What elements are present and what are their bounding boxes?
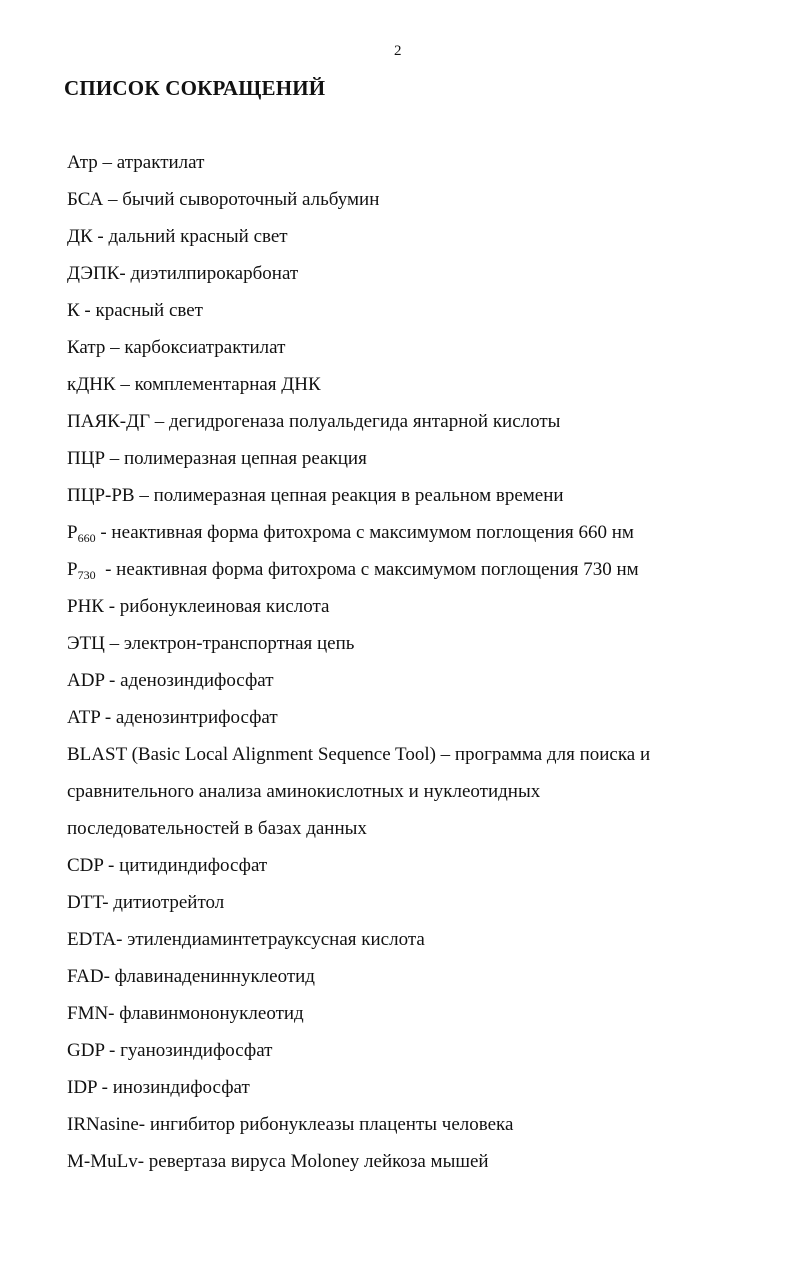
- abbreviation-item: CDP - цитидиндифосфат: [67, 855, 268, 876]
- abbreviation-item: ДК - дальний красный свет: [67, 226, 288, 247]
- abbreviation-item: Атр – атрактилат: [67, 152, 205, 173]
- abbreviation-list: [67, 150, 727, 1186]
- abbreviation-item: ДЭПК- диэтилпирокарбонат: [67, 263, 299, 284]
- abbreviation-item: $P_{660}$ - неактивная форма фитохрома с максимумом поглощения 660 нм: [67, 522, 634, 545]
- page-title: СПИСОК СОКРАЩЕНИЙ: [64, 76, 326, 100]
- abbreviation-item: РНК - рибонуклеиновая кислота: [67, 596, 330, 617]
- abbreviation-item: Катр – карбоксиатрактилат: [67, 337, 286, 358]
- abbreviation-item: DTT- дитиотрейтол: [67, 892, 225, 913]
- abbreviation-item: К - красный свет: [67, 300, 203, 321]
- abbreviation-item: $P_{730}$ - неактивная форма фитохрома с максимумом поглощения 730 нм: [67, 559, 639, 582]
- abbreviation-item: ATP - аденозинтрифосфат: [67, 707, 278, 728]
- abbreviation-item: IRNasine- ингибитор рибонуклеазы плаценты человека: [67, 1114, 514, 1135]
- abbreviation-item: БСА – бычий сывороточный альбумин: [67, 189, 380, 210]
- abbreviation-item: ПЦР-РВ – полимеразная цепная реакция в реальном времени: [67, 485, 564, 506]
- abbreviation-item: IDP - инозиндифосфат: [67, 1077, 250, 1098]
- abbreviation-item: кДНК – комплементарная ДНК: [67, 374, 321, 395]
- abbreviation-item: GDP - гуанозиндифосфат: [67, 1040, 273, 1061]
- abbreviation-item: FAD- флавинадениннуклеотид: [67, 966, 315, 987]
- abbreviation-item: ПЦР – полимеразная цепная реакция: [67, 448, 367, 469]
- abbreviation-item: последовательностей в базах данных: [67, 818, 367, 839]
- abbreviation-item: сравнительного анализа аминокислотных и нуклеотидных: [67, 781, 541, 802]
- abbreviation-item: M-MuLv- ревертаза вируса Moloney лейкоза мышей: [67, 1151, 489, 1172]
- page-number: 2: [394, 43, 402, 59]
- abbreviation-item: BLAST (Basic Local Alignment Sequence Tool) – программа для поиска и: [67, 744, 651, 765]
- abbreviation-item: ADP - аденозиндифосфат: [67, 670, 274, 691]
- abbreviation-item: EDTA- этилендиаминтетрауксусная кислота: [67, 929, 425, 950]
- abbreviation-item: ПАЯК-ДГ – дегидрогеназа полуальдегида янтарной кислоты: [67, 411, 561, 432]
- abbreviation-item: FMN- флавинмононуклеотид: [67, 1003, 304, 1024]
- abbreviation-item: ЭТЦ – электрон-транспортная цепь: [67, 633, 355, 654]
